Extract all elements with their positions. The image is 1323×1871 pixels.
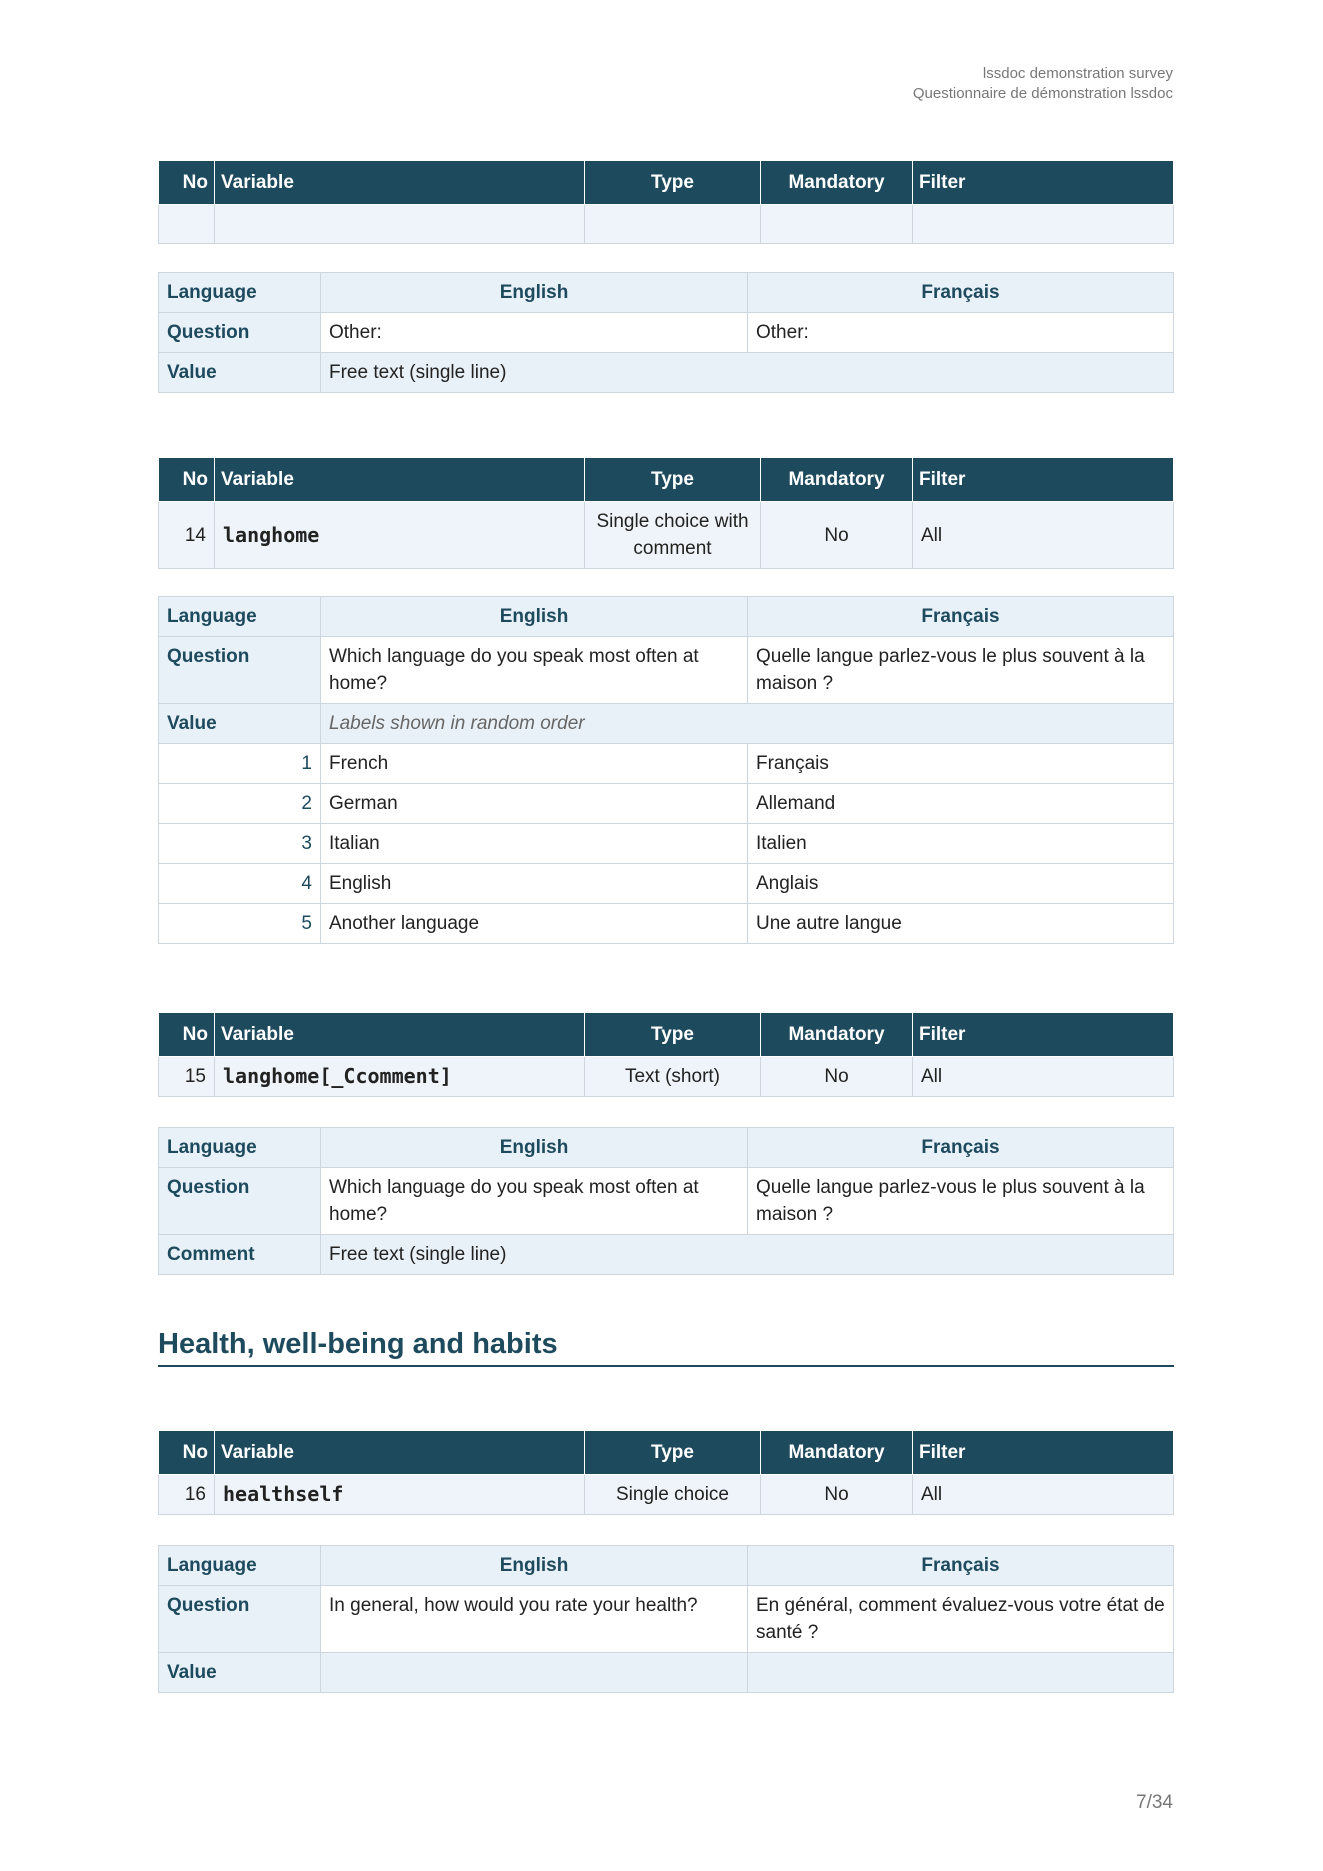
question-row	[159, 637, 1174, 704]
meta-table-q15	[158, 1012, 1174, 1097]
value-row	[159, 704, 1174, 744]
question-type: Text (short)	[585, 1057, 761, 1097]
col-variable: Variable	[215, 1013, 585, 1057]
col-language: Language	[159, 597, 321, 637]
value-label: Value	[159, 1653, 321, 1693]
option-fr: Anglais	[748, 864, 1174, 904]
mandatory-value: No	[761, 1057, 913, 1097]
question-type: Single choice with comment	[585, 502, 761, 569]
question-fr: En général, comment évaluez-vous votre état de santé ?	[748, 1586, 1174, 1653]
comment-row	[159, 1235, 1174, 1275]
question-fr: Quelle langue parlez-vous le plus souvent à la maison ?	[748, 637, 1174, 704]
table-row	[159, 1057, 1174, 1097]
filter-value: All	[913, 1057, 1174, 1097]
question-label: Question	[159, 313, 321, 353]
page-header	[913, 64, 1173, 104]
col-filter: Filter	[913, 1013, 1174, 1057]
value-label: Value	[159, 704, 321, 744]
option-fr: Italien	[748, 824, 1174, 864]
table-row	[159, 1475, 1174, 1515]
col-mandatory: Mandatory	[761, 1013, 913, 1057]
option-row	[159, 904, 1174, 944]
col-english: English	[321, 597, 748, 637]
question-type: Single choice	[585, 1475, 761, 1515]
table-row	[159, 502, 1174, 569]
option-row	[159, 784, 1174, 824]
col-english: English	[321, 1128, 748, 1168]
section-heading: Health, well-being and habits	[158, 1328, 1174, 1367]
mandatory-value: No	[761, 1475, 913, 1515]
table-row	[159, 205, 1174, 244]
meta-table-blank	[158, 160, 1174, 244]
variable-name: langhome	[215, 502, 585, 569]
option-en: German	[321, 784, 748, 824]
col-no: No	[159, 1013, 215, 1057]
question-number: 14	[159, 502, 215, 569]
question-row	[159, 313, 1174, 353]
option-row	[159, 864, 1174, 904]
option-en: Another language	[321, 904, 748, 944]
question-fr: Other:	[748, 313, 1174, 353]
meta-table-q14	[158, 457, 1174, 569]
value-text: Free text (single line)	[321, 353, 1174, 393]
variable-name: healthself	[215, 1475, 585, 1515]
question-number: 16	[159, 1475, 215, 1515]
question-label: Question	[159, 637, 321, 704]
col-mandatory: Mandatory	[761, 1431, 913, 1475]
variable-name: langhome[_Ccomment]	[215, 1057, 585, 1097]
question-row	[159, 1586, 1174, 1653]
col-language: Language	[159, 1128, 321, 1168]
question-en: In general, how would you rate your health?	[321, 1586, 748, 1653]
col-filter: Filter	[913, 1431, 1174, 1475]
col-no: No	[159, 1431, 215, 1475]
lang-table-q16	[158, 1545, 1174, 1693]
col-no: No	[159, 458, 215, 502]
option-en: French	[321, 744, 748, 784]
lang-table-q15	[158, 1127, 1174, 1275]
col-type: Type	[585, 1431, 761, 1475]
option-en: English	[321, 864, 748, 904]
comment-text: Free text (single line)	[321, 1235, 1174, 1275]
option-code: 1	[159, 744, 321, 784]
col-filter: Filter	[913, 161, 1174, 205]
meta-table-q16	[158, 1430, 1174, 1515]
value-row	[159, 1653, 1174, 1693]
question-label: Question	[159, 1168, 321, 1235]
col-type: Type	[585, 458, 761, 502]
option-fr: Une autre langue	[748, 904, 1174, 944]
col-variable: Variable	[215, 458, 585, 502]
col-no: No	[159, 161, 215, 205]
filter-value: All	[913, 502, 1174, 569]
option-code: 2	[159, 784, 321, 824]
lang-table-q14	[158, 596, 1174, 944]
question-number: 15	[159, 1057, 215, 1097]
col-variable: Variable	[215, 161, 585, 205]
option-code: 4	[159, 864, 321, 904]
question-en: Other:	[321, 313, 748, 353]
col-mandatory: Mandatory	[761, 161, 913, 205]
col-type: Type	[585, 1013, 761, 1057]
value-note: Labels shown in random order	[321, 704, 1174, 744]
col-language: Language	[159, 1546, 321, 1586]
comment-label: Comment	[159, 1235, 321, 1275]
col-filter: Filter	[913, 458, 1174, 502]
question-fr: Quelle langue parlez-vous le plus souvent à la maison ?	[748, 1168, 1174, 1235]
col-english: English	[321, 1546, 748, 1586]
col-francais: Français	[748, 273, 1174, 313]
option-fr: Français	[748, 744, 1174, 784]
filter-value: All	[913, 1475, 1174, 1515]
col-english: English	[321, 273, 748, 313]
page-number: 7/34	[1136, 1792, 1173, 1813]
survey-title-en: lssdoc demonstration survey	[982, 65, 1173, 82]
option-code: 3	[159, 824, 321, 864]
option-row	[159, 824, 1174, 864]
lang-table-other	[158, 272, 1174, 393]
mandatory-value: No	[761, 502, 913, 569]
col-variable: Variable	[215, 1431, 585, 1475]
question-en: Which language do you speak most often at home?	[321, 1168, 748, 1235]
option-code: 5	[159, 904, 321, 944]
survey-title-fr: Questionnaire de démonstration lssdoc	[912, 85, 1173, 102]
col-francais: Français	[748, 1128, 1174, 1168]
col-francais: Français	[748, 597, 1174, 637]
col-language: Language	[159, 273, 321, 313]
value-row	[159, 353, 1174, 393]
option-en: Italian	[321, 824, 748, 864]
question-en: Which language do you speak most often at home?	[321, 637, 748, 704]
question-row	[159, 1168, 1174, 1235]
col-mandatory: Mandatory	[761, 458, 913, 502]
col-francais: Français	[748, 1546, 1174, 1586]
option-fr: Allemand	[748, 784, 1174, 824]
value-label: Value	[159, 353, 321, 393]
option-row	[159, 744, 1174, 784]
col-type: Type	[585, 161, 761, 205]
question-label: Question	[159, 1586, 321, 1653]
